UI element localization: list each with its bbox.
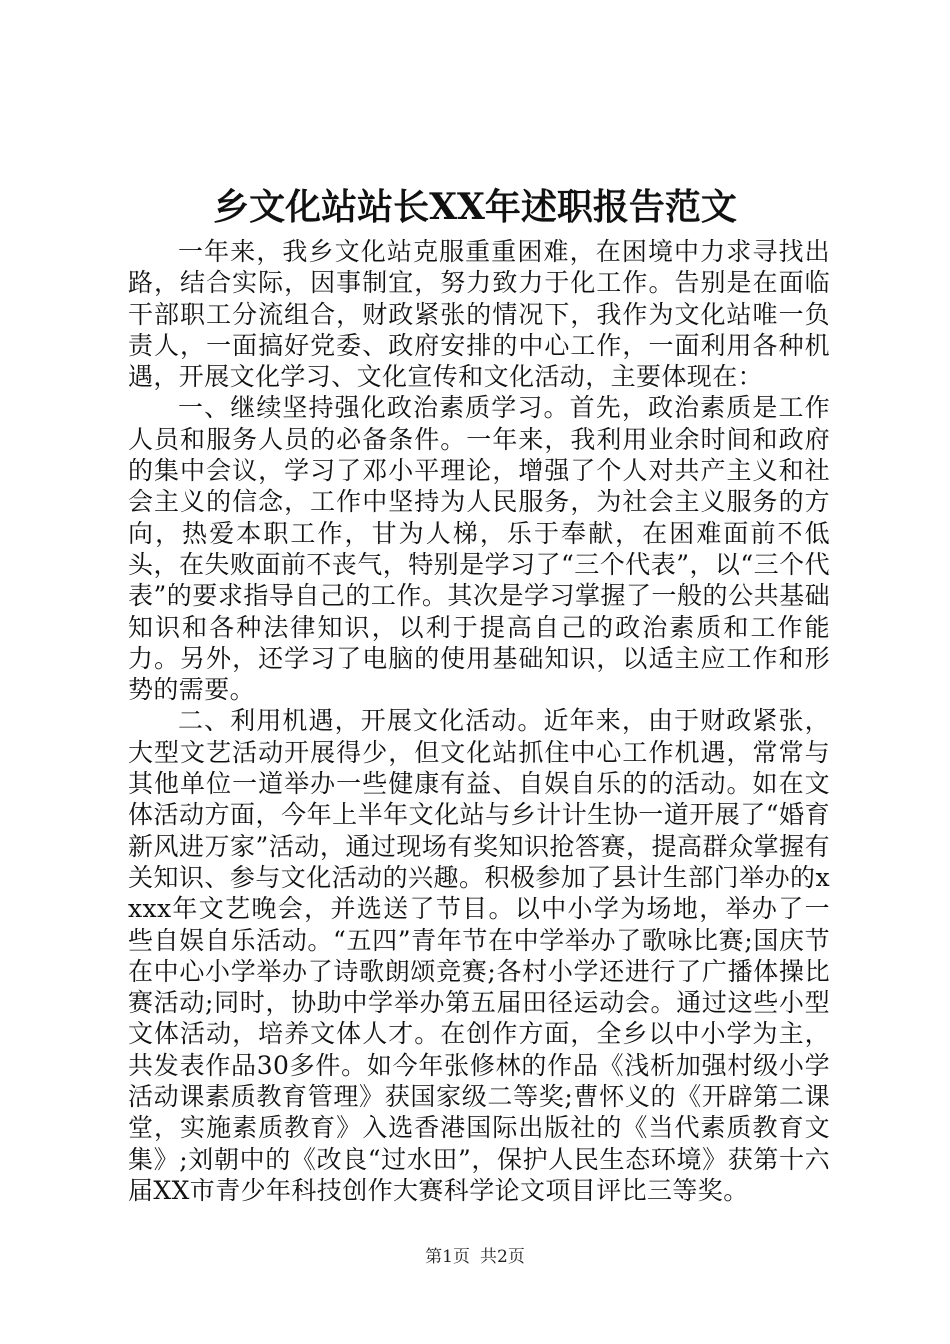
document-body [128, 236, 830, 1206]
paragraph-political-study: 一、继续坚持强化政治素质学习。首先，政治素质是工作人员和服务人员的必备条件。一年来，我利用业余时间和政府的集中会议，学习了邓小平理论，增强了个人对共产主义和社会主义的信念，工作中坚持为人民服务，为社会主义服务的方向，热爱本职工作，甘为人梯，乐于奉献，在困难面前不低头，在失败面前不丧气，特别是学习了“三个代表”，以“三个代表”的要求指导自己的工作。其次是学习掌握了一般的公共基础知识和各种法律知识，以利于提高自己的政治素质和工作能力。另外，还学习了电脑的使用基础知识，以适主应工作和形势的需要。 [128, 393, 830, 705]
document-title: 乡文化站站长XX年述职报告范文 [213, 186, 737, 228]
page-total: 共2页 [480, 1247, 525, 1267]
paragraph-intro: 一年来，我乡文化站克服重重困难，在困境中力求寻找出路，结合实际，因事制宜，努力致力于化工作。告别是在面临干部职工分流组合，财政紧张的情况下，我作为文化站唯一负责人，一面搞好党委、政府安排的中心工作，一面利用各种机遇，开展文化学习、文化宣传和文化活动，主要体现在： [128, 237, 830, 392]
page-footer [0, 1245, 950, 1269]
page-number: 第1页 [425, 1247, 470, 1267]
paragraph-cultural-activities: 二、利用机遇，开展文化活动。近年来，由于财政紧张，大型文艺活动开展得少，但文化站抓住中心工作机遇，常常与其他单位一道举办一些健康有益、自娱自乐的的活动。如在文体活动方面，今年上半年文化站与乡计计生协一道开展了“婚育新风进万家”活动，通过现场有奖知识抢答赛，提高群众掌握有关知识、参与文化活动的兴趣。积极参加了县计生部门举办的xxxx年文艺晚会，并选送了节目。以中小学为场地，举办了一些自娱自乐活动。“五四”青年节在中学举办了歌咏比赛;国庆节在中心小学举办了诗歌朗颂竞赛;各村小学还进行了广播体操比赛活动;同时，协助中学举办第五届田径运动会。通过这些小型文体活动，培养文体人才。在创作方面，全乡以中小学为主，共发表作品30多件。如今年张修林的作品《浅析加强村级小学活动课素质教育管理》获国家级二等奖;曹怀义的《开辟第二课堂，实施素质教育》入选香港国际出版社的《当代素质教育文集》;刘朝中的《改良“过水田”，保护人民生态环境》获第十六届XX市青少年科技创作大赛科学论文项目评比三等奖。 [128, 706, 830, 1205]
